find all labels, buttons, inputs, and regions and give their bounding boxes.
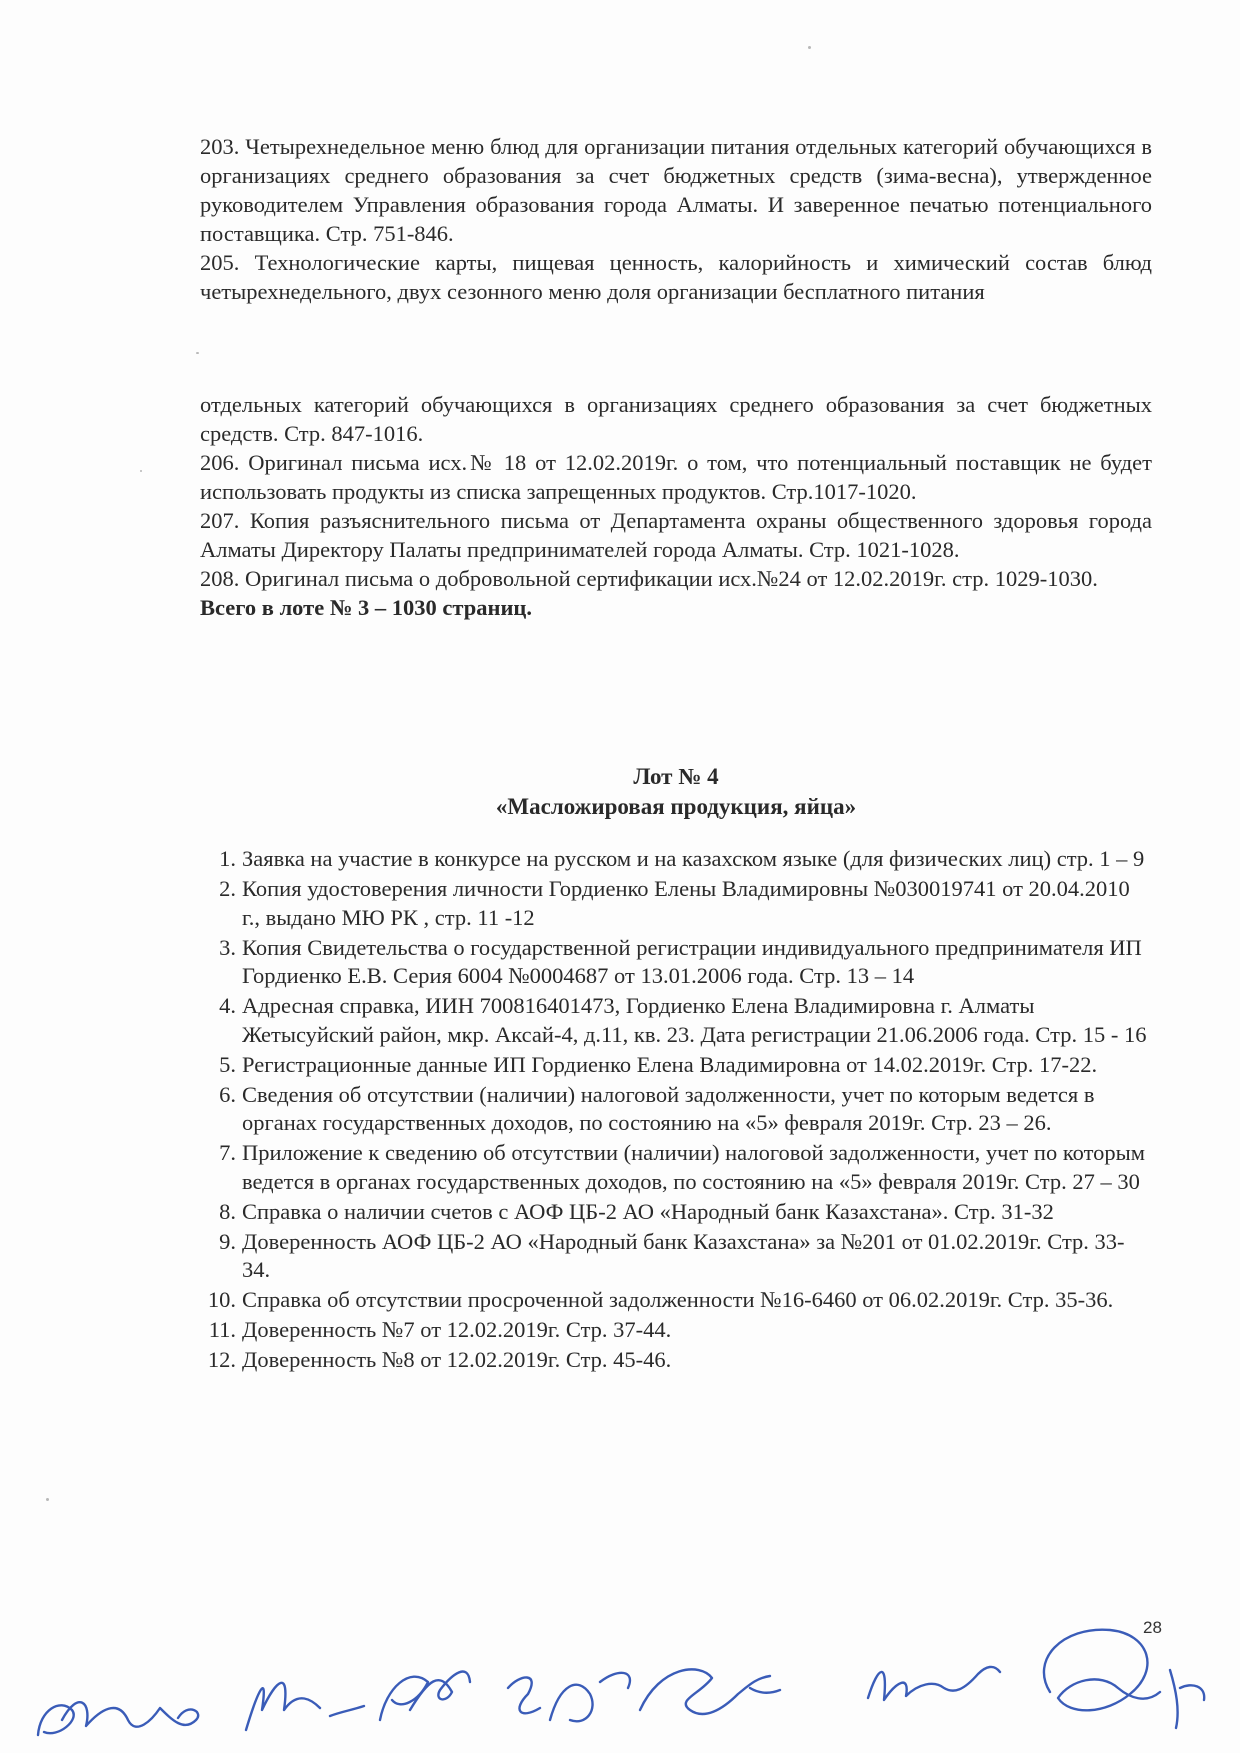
list-item-text: Доверенность АОФ ЦБ-2 АО «Народный банк Казахстана» за №201 от 01.02.2019г. Стр. 33-34. [242, 1228, 1125, 1282]
list-item [200, 1081, 1152, 1138]
paragraph: 208. Оригинал письма о добровольной сертификации исх.№24 от 12.02.2019г. стр. 1029-1030. [200, 566, 1098, 591]
list-item [200, 845, 1152, 874]
list-item-text: Копия Свидетельства о государственной регистрации индивидуального предпринимателя ИП Гордиенко Е.В. Серия 6004 №0004687 от 13.01.2006 года. Стр. 13 – 14 [242, 934, 1142, 988]
list-item-number: 8. [219, 1198, 236, 1224]
lot4-title: Лот № 4 [633, 764, 719, 789]
list-item-number: 10. [207, 1287, 236, 1312]
list-item [200, 1228, 1152, 1285]
list-item-number: 1. [219, 846, 236, 871]
list-item-number: 11. [208, 1317, 236, 1342]
scan-speck [140, 470, 142, 472]
scan-speck [196, 352, 199, 354]
paragraph: 206. Оригинал письма исх.№ 18 от 12.02.2019г. о том, что потенциальный поставщик не будет использовать продукты из списка запрещенных продуктов. Стр.1017-1020. [200, 450, 1152, 504]
signature [246, 1683, 364, 1730]
list-item [200, 875, 1152, 932]
signature [868, 1667, 1000, 1700]
list-item-number: 9. [219, 1228, 236, 1254]
lot3-continuation [200, 390, 1152, 622]
lot3-continuation-top [200, 132, 1152, 306]
scan-speck [46, 1498, 49, 1501]
page-number: 28 [1143, 1618, 1162, 1637]
list-item-text: Сведения об отсутствии (наличии) налоговой задолженности, учет по которым ведется в органах государственных доходов, по состоянию на «5» февраля 2019г. Стр. 23 – 26. [242, 1081, 1095, 1135]
list-item-number: 3. [219, 934, 236, 960]
list-item-text: Адресная справка, ИИН 700816401473, Гордиенко Елена Владимировна г. Алматы Жетысуйский район, мкр. Аксай-4, д.11, кв. 23. Дата регистрации 21.06.2006 года. Стр. 15 - 16 [242, 993, 1147, 1047]
list-item [200, 934, 1152, 991]
list-item-text: Доверенность №8 от 12.02.2019г. Стр. 45-46. [242, 1347, 672, 1372]
paragraph: отдельных категорий обучающихся в организациях среднего образования за счет бюджетных средств. Стр. 847-1016. [200, 392, 1152, 446]
list-item-text: Заявка на участие в конкурсе на русском и на казахском языке (для физических лиц) стр. 1 – 9 [242, 846, 1145, 871]
list-item [200, 1198, 1152, 1227]
list-item-number: 4. [219, 993, 236, 1018]
list-item-number: 12. [207, 1347, 236, 1372]
lot3-total: Всего в лоте № 3 – 1030 страниц. [200, 595, 533, 620]
list-item-text: Справка об отсутствии просроченной задолженности №16-6460 от 06.02.2019г. Стр. 35-36. [242, 1287, 1114, 1312]
scan-speck [808, 46, 811, 49]
list-item-text: Копия удостоверения личности Гордиенко Елены Владимировны №030019741 от 20.04.2010 г., выдано МЮ РК , стр. 11 -12 [242, 876, 1130, 930]
list-item-text: Справка о наличии счетов с АОФ ЦБ-2 АО «Народный банк Казахстана». Стр. 31-32 [242, 1198, 1054, 1224]
list-item-number: 2. [219, 876, 236, 901]
paragraph: 205. Технологические карты, пищевая ценность, калорийность и химический состав блюд четырехнедельного, двух сезонного меню доля организации бесплатного питания [200, 250, 1152, 304]
signature [380, 1672, 470, 1720]
lot4-document-list [200, 845, 1152, 1376]
list-item-number: 7. [219, 1140, 236, 1165]
paragraph: 207. Копия разъяснительного письма от Департамента охраны общественного здоровья города Алматы Директору Палаты предпринимателей города Алматы. Стр. 1021-1028. [200, 508, 1152, 562]
list-item [200, 1316, 1152, 1345]
list-item-number: 5. [219, 1051, 236, 1077]
signature [1044, 1630, 1204, 1728]
list-item [200, 1051, 1152, 1080]
signature [640, 1669, 780, 1714]
paragraph: 203. Четырехнедельное меню блюд для организации питания отдельных категорий обучающихся в организациях среднего образования за счет бюджетных средств (зима-весна), утвержденное руководителем Управления образования города Алматы. И заверенное печатью потенциального поставщика. Стр. 751-846. [200, 134, 1152, 246]
list-item [200, 1286, 1152, 1315]
list-item-text: Регистрационные данные ИП Гордиенко Елена Владимировна от 14.02.2019г. Стр. 17-22. [242, 1051, 1098, 1077]
signature [38, 1702, 198, 1735]
list-item-text: Приложение к сведению об отсутствии (наличии) налоговой задолженности, учет по которым ведется в органах государственных доходов, по состоянию на «5» февраля 2019г. Стр. 27 – 30 [242, 1140, 1145, 1194]
lot4-subtitle: «Масложировая продукция, яйца» [495, 794, 857, 819]
list-item-number: 6. [219, 1081, 236, 1107]
handwritten-signatures [0, 1570, 1240, 1750]
list-item-text: Доверенность №7 от 12.02.2019г. Стр. 37-44. [242, 1317, 672, 1342]
list-item [200, 1346, 1152, 1375]
signature [508, 1673, 630, 1721]
list-item [200, 1139, 1152, 1196]
list-item [200, 992, 1152, 1049]
